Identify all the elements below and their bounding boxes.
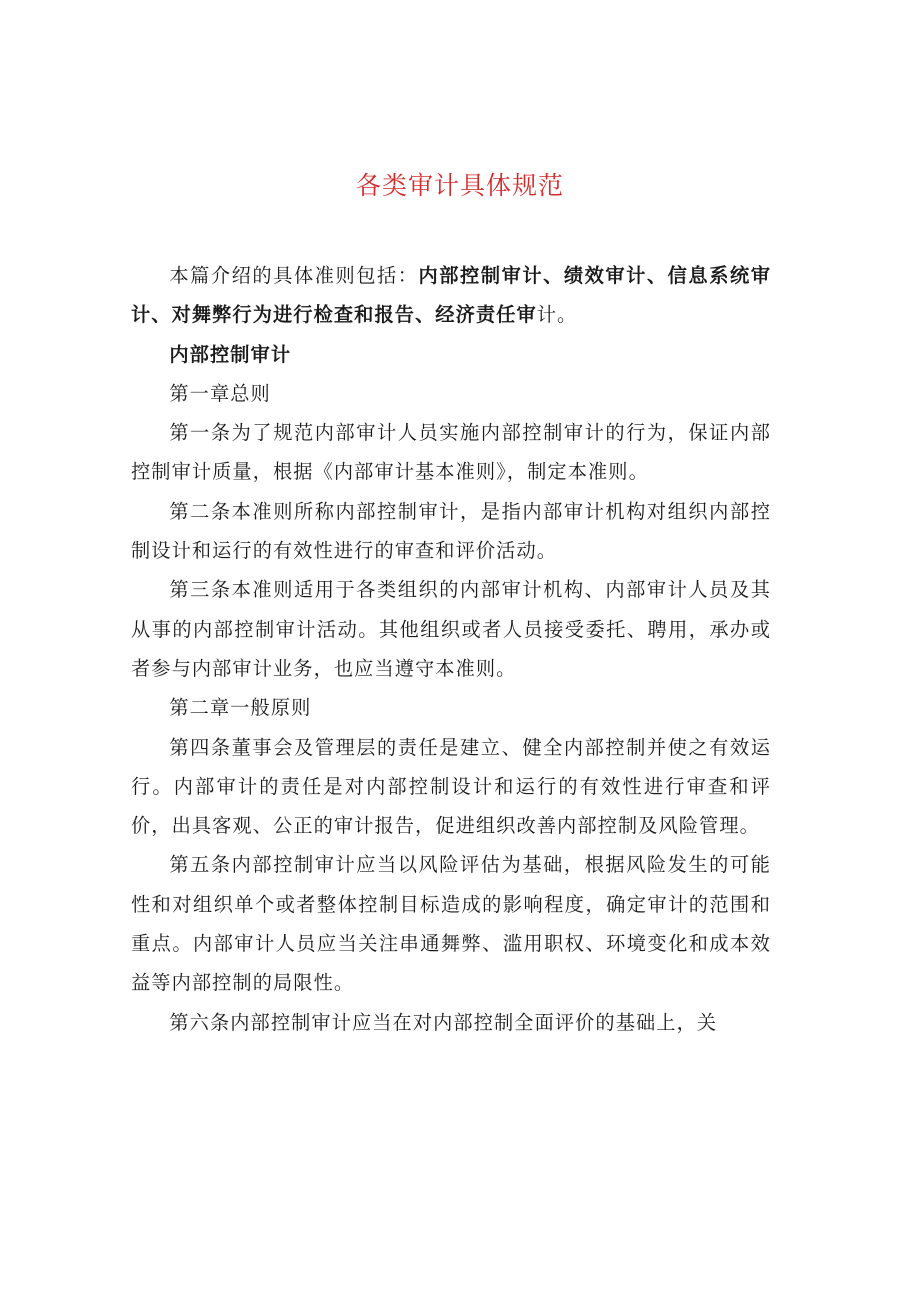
document-title: 各类审计具体规范 xyxy=(355,171,564,200)
article-4: 第四条董事会及管理层的责任是建立、健全内部控制并使之有效运行。内部审计的责任是对内部控制设计和运行的有效性进行审查和评价，出具客观、公正的审计报告，促进组织改善内部控制及风险管理。 xyxy=(131,735,771,838)
document-body xyxy=(131,256,771,1042)
intro-lead: 本篇介绍的具体准则包括： xyxy=(169,264,419,287)
intro-paragraph xyxy=(131,256,771,335)
article-5: 第五条内部控制审计应当以风险评估为基础，根据风险发生的可能性和对组织单个或者整体控制目标造成的影响程度，确定审计的范围和重点。内部审计人员应当关注串通舞弊、滥用职权、环境变化和成本效益等内部控制的局限性。 xyxy=(131,853,771,995)
chapter-heading-2: 第二章一般原则 xyxy=(169,696,312,720)
intro-tail: 计。 xyxy=(536,303,578,327)
article-2: 第二条本准则所称内部控制审计，是指内部审计机构对组织内部控制设计和运行的有效性进行的审查和评价活动。 xyxy=(131,499,771,563)
article-3: 第三条本准则适用于各类组织的内部审计机构、内部审计人员及其从事的内部控制审计活动。其他组织或者人员接受委托、聘用，承办或者参与内部审计业务，也应当遵守本准则。 xyxy=(131,578,771,680)
section-heading: 内部控制审计 xyxy=(169,342,292,366)
article-1: 第一条为了规范内部审计人员实施内部控制审计的行为，保证内部控制审计质量，根据《内部审计基本准则》，制定本准则。 xyxy=(131,421,771,484)
article-6: 第六条内部控制审计应当在对内部控制全面评价的基础上，关 xyxy=(169,1010,718,1034)
intro-bold-list: 内部控制审计、绩效审计、信息系统审计、对舞弊行为进行检查和报告、经济责任审 xyxy=(131,264,771,327)
chapter-heading-1: 第一章总则 xyxy=(169,381,271,405)
